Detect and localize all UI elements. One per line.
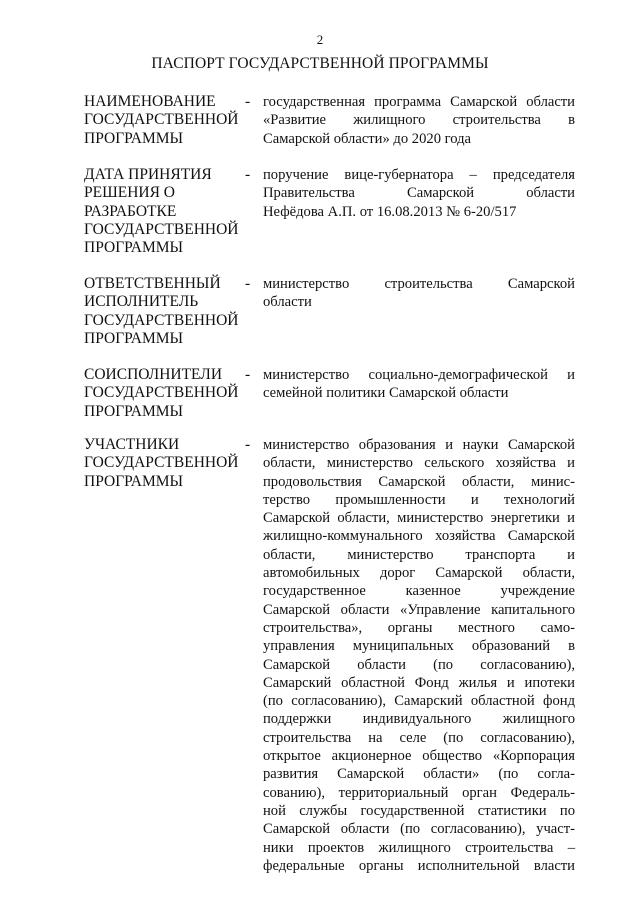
value-line: федеральные органы исполнительной власти [263, 857, 575, 874]
label-line: РЕШЕНИЯ О [84, 184, 175, 202]
row-value [263, 93, 575, 148]
row-value [263, 166, 575, 221]
label-line: ГОСУДАРСТВЕННОЙ [84, 384, 239, 402]
value-line: (по согласованию), Самарский областной фонд [263, 693, 575, 710]
value-line: Самарской области «Управление капитального [263, 601, 575, 618]
value-line: области, министерство транспорта и [263, 546, 575, 563]
value-line: Самарский областной Фонд жилья и ипотеки [263, 674, 575, 691]
value-line: государственная программа Самарской области [263, 94, 575, 110]
row-separator: - [245, 366, 251, 383]
label-line: СОИСПОЛНИТЕЛИ [84, 366, 223, 383]
label-line: НАИМЕНОВАНИЕ [84, 93, 216, 110]
value-line: Нефёдова А.П. от 16.08.2013 № 6-20/517 [263, 203, 517, 220]
value-line: семейной политики Самарской области [263, 385, 509, 402]
label-line: ДАТА ПРИНЯТИЯ [84, 166, 212, 183]
row-label [84, 366, 244, 421]
value-line: министерство образования и науки Самарской [263, 437, 575, 453]
label-line: ИСПОЛНИТЕЛЬ [84, 293, 199, 311]
value-line: министерство строительства Самарской [263, 276, 575, 292]
label-line: ГОСУДАРСТВЕННОЙ [84, 111, 239, 129]
row-label [84, 166, 244, 257]
value-line: поручение вице-губернатора – председателя [263, 167, 575, 183]
value-line: открытое акционерное общество «Корпорация [263, 748, 575, 765]
value-line: государственное казенное учреждение [263, 583, 575, 600]
row-separator: - [245, 436, 251, 453]
label-line: ПРОГРАММЫ [84, 472, 184, 490]
row-label [84, 93, 244, 148]
row-separator: - [245, 166, 251, 183]
label-line: ПРОГРАММЫ [84, 239, 184, 257]
label-line: ПРОГРАММЫ [84, 129, 184, 147]
value-line: министерство социально-демографической и [263, 367, 575, 383]
row-label [84, 275, 244, 348]
value-line: Самарской области, министерство энергетики и [263, 510, 575, 527]
label-line: ГОСУДАРСТВЕННОЙ [84, 454, 239, 472]
value-line: Самарской области (по согласованию), [263, 656, 575, 673]
value-line: области [263, 294, 312, 311]
value-line: области, министерство сельского хозяйства и [263, 455, 575, 472]
value-line: Самарской области» до 2020 года [263, 130, 472, 147]
value-line: сованию), территориальный орган Федераль- [263, 784, 575, 801]
row-label [84, 436, 244, 491]
label-line: ПРОГРАММЫ [84, 402, 184, 420]
value-line: Правительства Самарской области [263, 185, 575, 202]
row-separator: - [245, 93, 251, 110]
page-number: 2 [316, 32, 324, 47]
value-line: «Развитие жилищного строительства в [263, 112, 575, 129]
row-separator: - [245, 275, 251, 292]
value-line: ной службы государственной статистики по [263, 802, 575, 819]
value-line: управления муниципальных образований в [263, 638, 575, 655]
value-line: жилищно-коммунального хозяйства Самарской [263, 528, 575, 545]
value-line: автомобильных дорог Самарской области, [263, 565, 575, 582]
value-line: ники проектов жилищного строительства – [263, 839, 575, 856]
row-value [263, 275, 575, 312]
value-line: Самарской области (по согласованию), участ- [263, 821, 575, 838]
label-line: УЧАСТНИКИ [84, 436, 180, 453]
value-line: развития Самарской области» (по согла- [263, 766, 575, 783]
label-line: ГОСУДАРСТВЕННОЙ [84, 220, 239, 238]
label-line: ПРОГРАММЫ [84, 329, 184, 347]
label-line: РАЗРАБОТКЕ [84, 202, 177, 220]
value-line: строительства на селе (по согласованию), [263, 729, 575, 746]
row-value [263, 366, 575, 403]
value-line: поддержки индивидуального жилищного [263, 711, 575, 728]
value-line: терство промышленности и технологий [263, 491, 575, 508]
value-line: строительства», органы местного само- [263, 619, 575, 636]
document-title: ПАСПОРТ ГОСУДАРСТВЕННОЙ ПРОГРАММЫ [151, 55, 489, 72]
label-line: ГОСУДАРСТВЕННОЙ [84, 311, 239, 329]
label-line: ОТВЕТСТВЕННЫЙ [84, 275, 221, 292]
row-value [263, 436, 575, 875]
value-line: продовольствия Самарской области, минис- [263, 473, 575, 490]
